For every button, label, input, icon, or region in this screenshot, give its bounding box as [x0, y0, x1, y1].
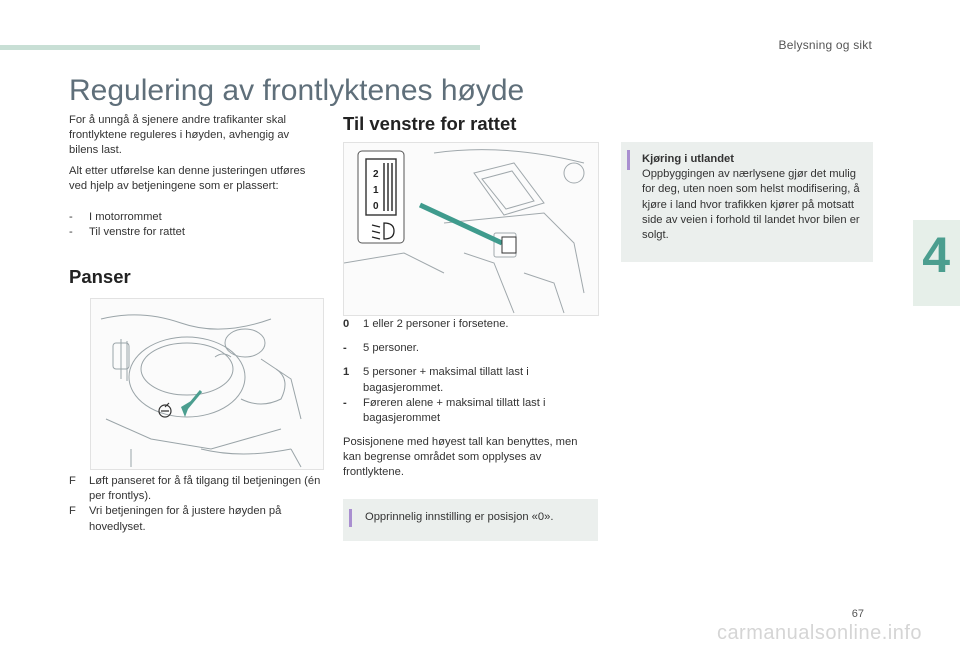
- dial-mark: 0: [373, 201, 379, 212]
- heading-left-of-wheel: Til venstre for rattet: [343, 113, 517, 134]
- intro-paragraph-2: Alt etter utførelse kan denne justeringen utføres ved hjelp av betjeningene som er plassert:: [69, 165, 306, 193]
- list-item: - I motorrommet: [69, 211, 162, 223]
- abroad-note-box: [621, 142, 873, 262]
- chapter-number: 4: [922, 227, 950, 283]
- header-accent-bar: [0, 45, 480, 50]
- watermark: carmanualsonline.info: [716, 622, 922, 644]
- intro-paragraph: For å unngå å sjenere andre trafikanter skal frontlyktene reguleres i høyden, avhengig av bilens last.: [69, 114, 290, 157]
- abroad-title: Kjøring i utlandet: [642, 153, 734, 165]
- list-item: 0 1 eller 2 personer i forsetene.: [343, 318, 509, 330]
- dial-mark: 1: [373, 185, 379, 196]
- list-item: F Løft panseret for å få tilgang til betjeningen (én per frontlys).: [69, 475, 321, 503]
- pointer-line: [420, 205, 502, 243]
- list-item: 1 5 personer + maksimal tillatt last i bagasjerommet.: [343, 366, 529, 394]
- summary-paragraph: Posisjonene med høyest tall kan benyttes, men kan begrense området som opplyses av frontlyktene.: [343, 436, 578, 479]
- dashboard-illustration: [343, 142, 599, 316]
- heading-panser: Panser: [69, 266, 131, 287]
- note-box: [343, 499, 598, 541]
- list-item: F Vri betjeningen for å justere høyden på hovedlyset.: [69, 505, 282, 533]
- dashboard-drawing: [344, 143, 598, 315]
- dial-mark: 2: [373, 169, 379, 180]
- headlamp-adjust-icon: [159, 403, 171, 417]
- switch-icon: [502, 237, 516, 253]
- intro-list: [69, 210, 309, 240]
- position-list: [343, 317, 603, 426]
- info-icon: [349, 509, 352, 527]
- page-number: 67: [851, 608, 864, 620]
- note-text: Opprinnelig innstilling er posisjon «0».: [365, 511, 554, 523]
- list-item: - Føreren alene + maksimal tillatt last i bagasjerommet: [343, 396, 546, 425]
- panser-steps: [69, 474, 329, 535]
- page-title: Regulering av frontlyktenes høyde: [69, 74, 525, 107]
- list-item: - Til venstre for rattet: [69, 226, 185, 239]
- engine-bay-drawing: [91, 299, 323, 469]
- list-item: - 5 personer.: [343, 342, 419, 355]
- engine-bay-illustration: [90, 298, 324, 470]
- info-icon: [627, 150, 630, 170]
- section-title: Belysning og sikt: [778, 38, 872, 52]
- abroad-text: Oppbyggingen av nærlysene gjør det mulig for deg, uten noen som helst modifisering, å kjøre i land hvor trafikken kjører på motsatt side av veien i forhold til landet hvor bilen er solgt.: [642, 168, 860, 242]
